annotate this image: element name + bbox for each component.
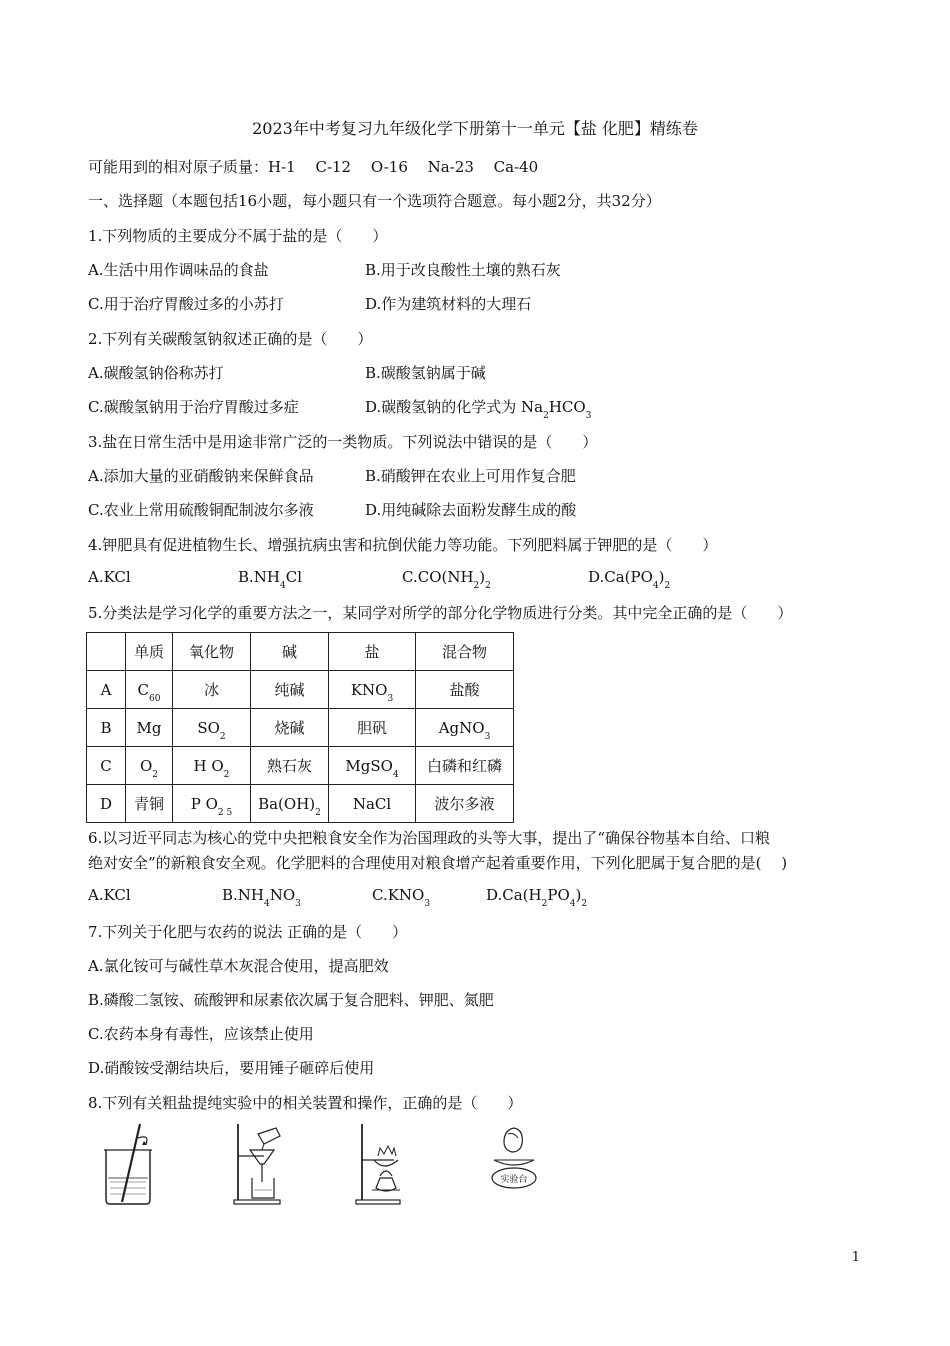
q4-option-b: $B.NH_4Cl$: [238, 568, 303, 591]
q7-stem: 7.下列关于化肥与农药的说法 正确的是（ ）: [88, 923, 408, 941]
q4-option-c: $C.CO(NH_2)_2$: [402, 568, 491, 591]
table-row: A $C_{60}$ 冰 纯碱 $KNO_3$ 盐酸: [87, 671, 514, 709]
q7-option-b: B.磷酸二氢铵、硫酸钾和尿素依次属于复合肥料、钾肥、氮肥: [88, 991, 494, 1009]
table-row: C $O_2$ H $O_2$ 熟石灰 MgSO$_4$ 白磷和红磷: [87, 747, 514, 785]
q4-stem: 4.钾肥具有促进植物生长、增强抗病虫害和抗倒伏能力等功能。下列肥料属于钾肥的是（ ）: [88, 536, 718, 554]
q6-option-d: $D.Ca(H_2PO_4)_2$: [486, 886, 588, 909]
q2-option-c: C.碳酸氢钠用于治疗胃酸过多症: [88, 398, 299, 416]
q3-option-b: B.硝酸钾在农业上可用作复合肥: [365, 467, 576, 485]
q2-option-b: B.碳酸氢钠属于碱: [365, 364, 486, 382]
q7-option-c: C.农药本身有毒性，应该禁止使用: [88, 1025, 314, 1043]
table-row: D 青铜 P $O_{2 5}$ $Ba(OH)_2$ NaCl 波尔多液: [87, 785, 514, 823]
q3-option-a: A.添加大量的亚硝酸钠来保鲜食品: [88, 467, 314, 485]
q7-option-d: D.硝酸铵受潮结块后，要用锤子砸碎后使用: [88, 1059, 375, 1077]
q6-option-a: A.KCl: [88, 886, 131, 904]
q6-stem-line2: 绝对安全”的新粮食安全观。化学肥料的合理使用对粮食增产起着重要作用，下列化肥属于复合肥的是( ): [88, 854, 788, 872]
q1-option-d: D.作为建筑材料的大理石: [365, 295, 532, 313]
q6-option-b: $B.NH_4NO_3$: [222, 886, 301, 909]
q3-stem: 3.盐在日常生活中是用途非常广泛的一类物质。下列说法中错误的是（ ）: [88, 433, 598, 451]
q7-option-a: A.氯化铵可与碱性草木灰混合使用，提高肥效: [88, 957, 389, 975]
q1-option-a: A.生活中用作调味品的食盐: [88, 261, 269, 279]
section-heading: 一、选择题（本题包括16小题，每小题只有一个选项符合题意。每小题2分，共32分）: [88, 192, 661, 210]
q2-option-d: D.碳酸氢钠的化学式为 $Na_2HCO_3$: [365, 398, 592, 421]
q1-stem: 1.下列物质的主要成分不属于盐的是（ ）: [88, 227, 388, 245]
q3-option-c: C.农业上常用硫酸铜配制波尔多液: [88, 501, 314, 519]
evaporation-figure: [354, 1120, 414, 1206]
table-row: B Mg $SO_2$ 烧碱 胆矾 AgNO$_3$: [87, 709, 514, 747]
filtration-figure: [228, 1120, 288, 1206]
q2-stem: 2.下列有关碳酸氢钠叙述正确的是（ ）: [88, 330, 373, 348]
hand-lab-bench-figure: [484, 1120, 546, 1206]
page-number: 1: [851, 1250, 860, 1265]
q8-stem: 8.下列有关粗盐提纯实验中的相关装置和操作，正确的是（ ）: [88, 1094, 523, 1112]
table-header-row: 单质 氧化物 碱 盐 混合物: [87, 633, 514, 671]
q2-option-a: A.碳酸氢钠俗称苏打: [88, 364, 224, 382]
q3-option-d: D.用纯碱除去面粉发酵生成的酸: [365, 501, 577, 519]
classification-table: [86, 632, 514, 823]
beaker-stirring-figure: [100, 1120, 160, 1206]
q4-option-a: A.KCl: [88, 568, 131, 586]
atomic-mass-line: 可能用到的相对原子质量：H-1 C-12 O-16 Na-23 Ca-40: [88, 158, 539, 176]
q1-option-b: B.用于改良酸性土壤的熟石灰: [365, 261, 561, 279]
page-title: 2023年中考复习九年级化学下册第十一单元【盐 化肥】精练卷: [252, 119, 698, 138]
q4-option-d: $D.Ca(PO_4)_2$: [588, 568, 671, 591]
q1-option-c: C.用于治疗胃酸过多的小苏打: [88, 295, 284, 313]
q6-option-c: $C.KNO_3$: [372, 886, 431, 909]
lab-bench-label: 实验台: [500, 1175, 528, 1185]
q5-stem: 5.分类法是学习化学的重要方法之一，某同学对所学的部分化学物质进行分类。其中完全正确的是（ ）: [88, 604, 793, 622]
q6-stem-line1: 6.以习近平同志为核心的党中央把粮食安全作为治国理政的头等大事，提出了“确保谷物基本自给、口粮: [88, 829, 770, 847]
